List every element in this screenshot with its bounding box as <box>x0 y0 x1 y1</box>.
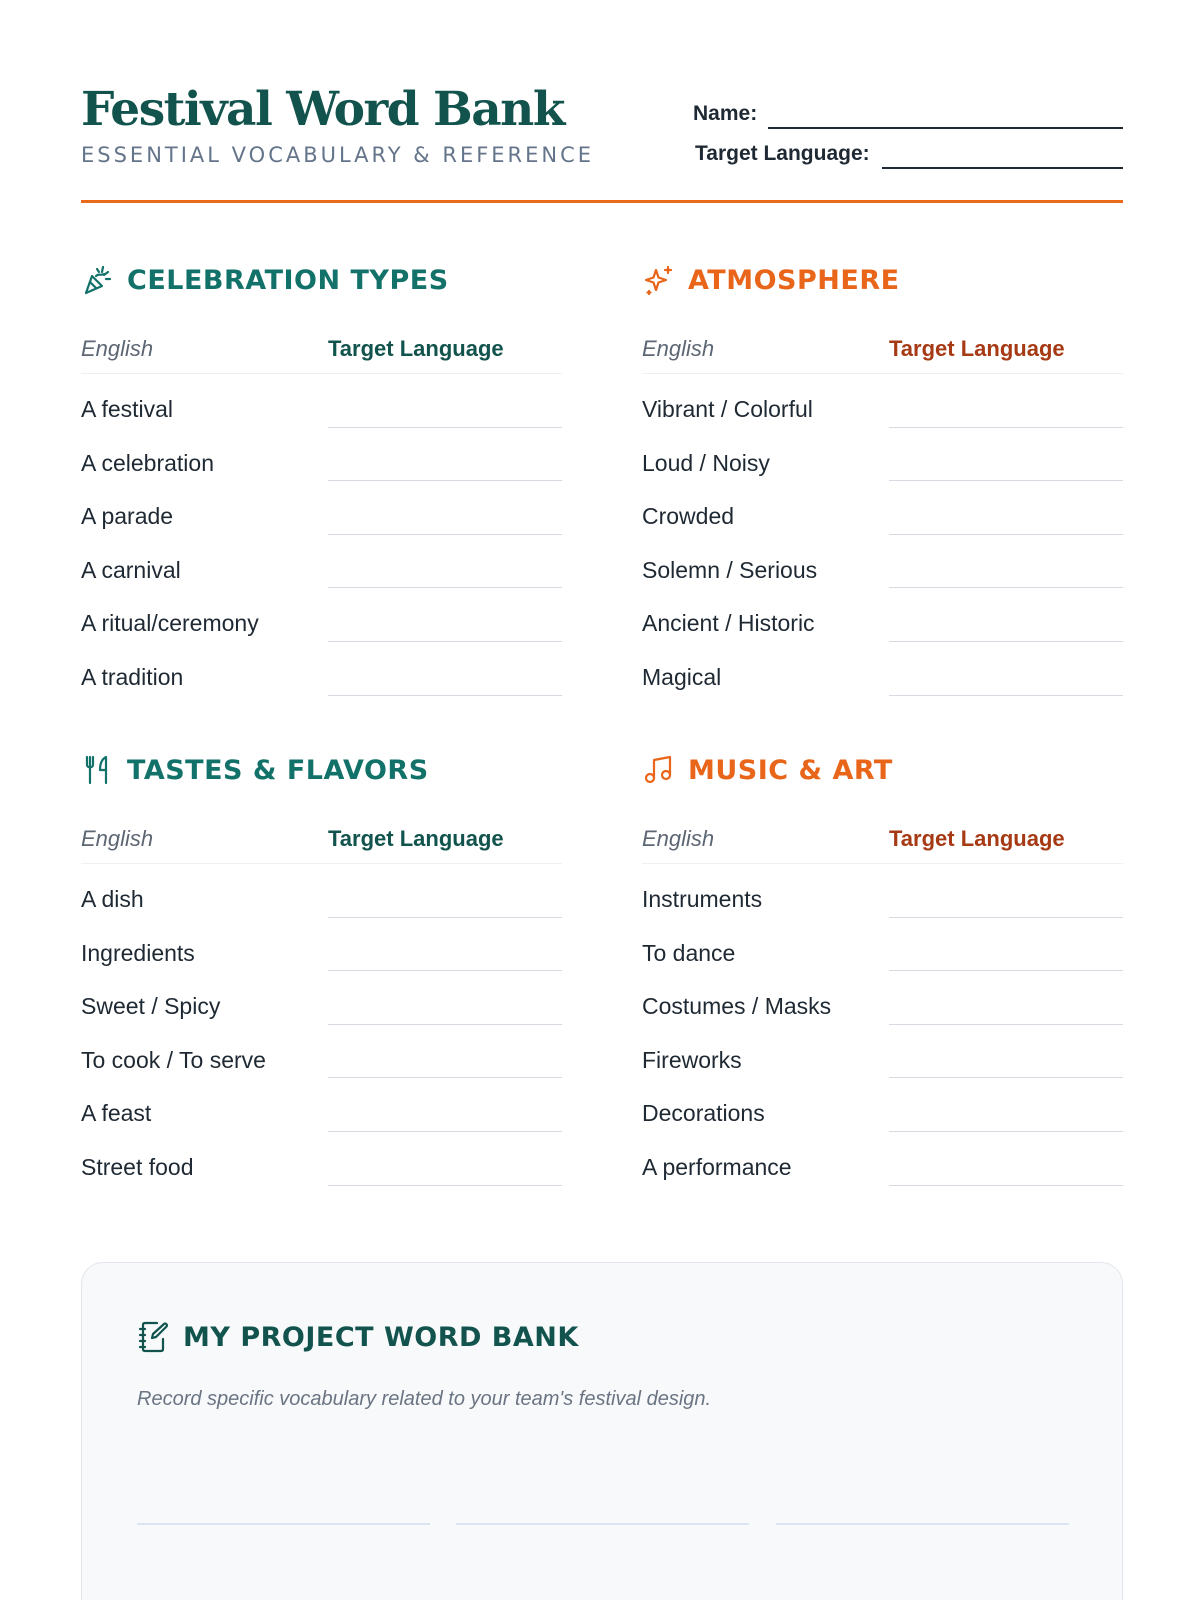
word-blank[interactable] <box>776 1523 1069 1525</box>
english-column-header: English <box>81 826 154 851</box>
project-header <box>137 1317 579 1357</box>
project-description: Record specific vocabulary related to your team's festival design. <box>137 1388 712 1410</box>
project-title: MY PROJECT WORD BANK <box>183 1321 579 1353</box>
vocab-row <box>81 428 562 482</box>
english-column-header: English <box>642 336 715 361</box>
party-popper-icon <box>81 263 115 297</box>
target-column-header: Target Language <box>328 336 504 361</box>
vocab-row <box>81 971 562 1025</box>
english-term: Solemn / Serious <box>642 556 818 583</box>
music-note-icon <box>642 753 676 787</box>
page-subtitle: ESSENTIAL VOCABULARY & REFERENCE <box>81 143 595 167</box>
section-title: TASTES & FLAVORS <box>127 754 429 786</box>
vocab-row <box>642 428 1123 482</box>
section-header <box>642 750 893 790</box>
vocab-row <box>642 1025 1123 1079</box>
vocab-row <box>81 1132 562 1186</box>
english-term: A carnival <box>81 556 181 583</box>
english-term: A tradition <box>81 663 184 690</box>
english-term: To cook / To serve <box>81 1046 266 1073</box>
vocab-row <box>642 864 1123 918</box>
english-term: A feast <box>81 1100 152 1127</box>
vocab-row <box>642 1078 1123 1132</box>
section-title: CELEBRATION TYPES <box>127 264 449 296</box>
vocab-list <box>81 864 562 1186</box>
english-term: A festival <box>81 396 174 422</box>
target-language-field[interactable] <box>882 167 1123 169</box>
target-language-label: Target Language: <box>695 142 870 165</box>
english-term: Vibrant / Colorful <box>642 396 813 422</box>
target-column-header: Target Language <box>328 826 504 851</box>
english-term: A celebration <box>81 449 214 476</box>
vocab-row <box>81 481 562 535</box>
english-term: Ancient / Historic <box>642 610 815 637</box>
english-term: Loud / Noisy <box>642 449 770 476</box>
translation-blank[interactable] <box>889 695 1123 696</box>
section-title: ATMOSPHERE <box>688 264 900 296</box>
vocab-row <box>81 1078 562 1132</box>
vocab-row <box>642 374 1123 428</box>
vocab-row <box>642 535 1123 589</box>
english-term: To dance <box>642 939 736 966</box>
vocab-row <box>81 588 562 642</box>
section-header <box>642 260 900 300</box>
english-term: Costumes / Masks <box>642 993 832 1020</box>
vocab-row <box>81 642 562 696</box>
english-term: Sweet / Spicy <box>81 993 221 1020</box>
section-title: MUSIC & ART <box>688 754 893 786</box>
page-title: Festival Word Bank <box>81 82 564 137</box>
section-header <box>81 750 429 790</box>
worksheet-header <box>81 82 1123 167</box>
column-headers <box>642 330 1123 374</box>
english-term: Street food <box>81 1153 194 1180</box>
vocab-row <box>642 918 1123 972</box>
vocab-row <box>81 535 562 589</box>
name-label: Name: <box>693 102 758 125</box>
english-column-header: English <box>642 826 715 851</box>
translation-blank[interactable] <box>328 695 562 696</box>
english-term: Decorations <box>642 1100 765 1127</box>
target-column-header: Target Language <box>889 336 1065 361</box>
english-term: Crowded <box>642 503 735 530</box>
english-term: A parade <box>81 503 174 530</box>
word-blank[interactable] <box>456 1523 749 1525</box>
translation-blank[interactable] <box>328 1185 562 1186</box>
name-field[interactable] <box>768 127 1123 129</box>
vocab-list <box>642 374 1123 696</box>
vocab-row <box>642 588 1123 642</box>
vocab-row <box>642 642 1123 696</box>
english-term: Fireworks <box>642 1046 742 1073</box>
english-column-header: English <box>81 336 154 361</box>
vocab-row <box>81 864 562 918</box>
section-header <box>81 260 449 300</box>
target-column-header: Target Language <box>889 826 1065 851</box>
english-term: Magical <box>642 663 722 690</box>
english-term: A dish <box>81 886 144 912</box>
vocab-row <box>81 1025 562 1079</box>
word-blank[interactable] <box>137 1523 430 1525</box>
project-word-bank-panel <box>81 1262 1123 1600</box>
column-headers <box>642 820 1123 864</box>
english-term: Ingredients <box>81 939 195 966</box>
vocab-row <box>81 374 562 428</box>
vocab-row <box>642 971 1123 1025</box>
column-headers <box>81 820 562 864</box>
english-term: A performance <box>642 1153 792 1180</box>
vocab-list <box>642 864 1123 1186</box>
vocab-row <box>642 1132 1123 1186</box>
column-headers <box>81 330 562 374</box>
english-term: A ritual/ceremony <box>81 610 259 637</box>
vocab-row <box>642 481 1123 535</box>
sparkles-icon <box>642 263 676 297</box>
english-term: Instruments <box>642 886 763 912</box>
utensils-icon <box>81 753 115 787</box>
vocab-list <box>81 374 562 696</box>
notebook-pen-icon <box>137 1320 171 1354</box>
translation-blank[interactable] <box>889 1185 1123 1186</box>
header-divider <box>81 200 1123 203</box>
vocab-row <box>81 918 562 972</box>
